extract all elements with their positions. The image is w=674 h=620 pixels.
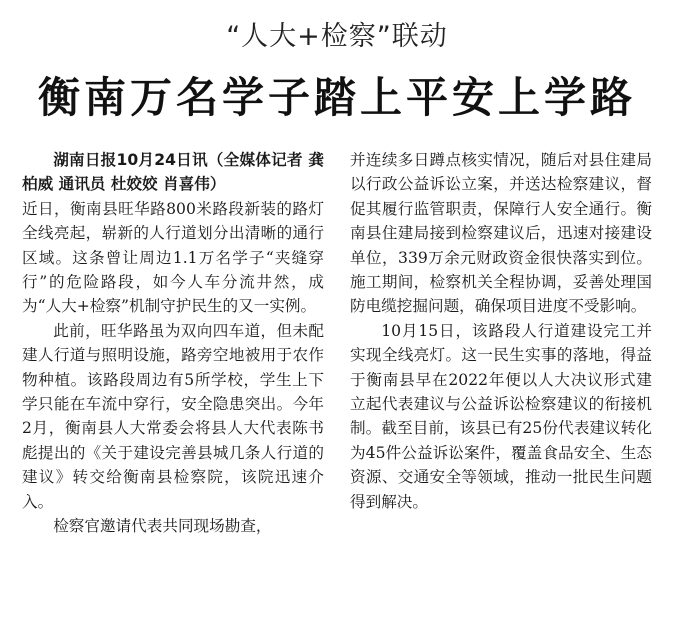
article-body <box>22 148 652 608</box>
article-kicker: “人大+检察”联动 <box>226 21 448 52</box>
column-left <box>22 148 324 608</box>
article-headline: 衡南万名学子踏上平安上学路 <box>37 73 636 122</box>
paragraph-3-continued: 并连续多日蹲点核实情况，随后对县住建局以行政公益诉讼立案，并送达检察建议，督促其履行监管职责，保障行人安全通行。衡南县住建局接到检察建议后，迅速对接建设单位，339万余元财政资金很快落实到位。施工期间，检察机关全程协调，妥善处理国防电缆挖掘问题，确保项目进度不受影响。 <box>350 151 652 316</box>
paragraph-3-start: 检察官邀请代表共同现场勘查， <box>53 517 272 536</box>
column-right <box>350 148 652 608</box>
dateline: 湖南日报10月24日讯（全媒体记者 龚柏威 通讯员 杜姣姣 肖喜伟） <box>22 151 324 194</box>
paragraph-4: 10月15日，该路段人行道建设完工并实现全线亮灯。这一民生实事的落地，得益于衡南县早在2022年便以人大决议形式建立起代表建议与公益诉讼检察建议的衔接机制。截至目前，该县已有25份代表建议转化为45件公益诉讼案件，覆盖食品安全、生态资源、交通安全等领域，推动一批民生问题得到解决。 <box>350 321 652 511</box>
paragraph-1: 近日，衡南县旺华路800米路段新装的路灯全线亮起，崭新的人行道划分出清晰的通行区域。这条曾让周边1.1万名学子“夹缝穿行”的危险路段，如今人车分流井然，成为“人大+检察”机制守护民生的又一实例。 <box>22 199 324 316</box>
paragraph-2: 此前，旺华路虽为双向四车道，但未配建人行道与照明设施，路旁空地被用于农作物种植。该路段周边有5所学校，学生上下学只能在车流中穿行，安全隐患突出。今年2月，衡南县人大常委会将县人大代表陈书彪提出的《关于建设完善县城几条人行道的建议》转交给衡南县检察院，该院迅速介入。 <box>22 321 324 511</box>
dateline-paragraph <box>22 148 324 197</box>
